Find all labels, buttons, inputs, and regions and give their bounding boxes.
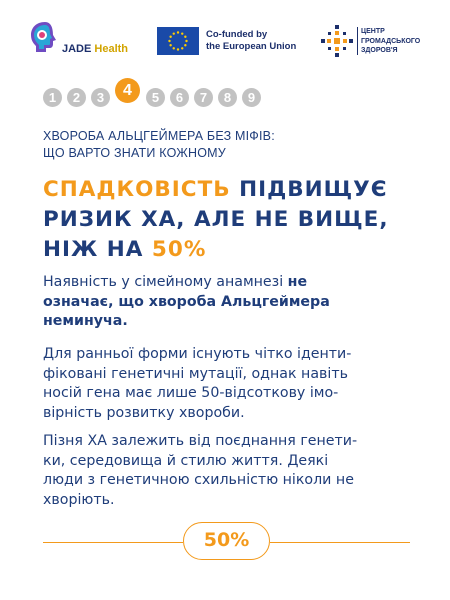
headline-line-3-prefix: НІЖ НА	[43, 237, 152, 262]
step-4-active: 4	[115, 78, 140, 103]
eu-star	[169, 36, 171, 38]
jade-logo-name: JADE	[62, 43, 92, 55]
paragraph-1-bold-line-2: означає, що хвороба Альцгеймера	[43, 293, 330, 310]
paragraph-1-bold-line-3: неминуча.	[43, 313, 128, 329]
eu-star	[181, 32, 183, 34]
headline-line-1-rest: ПІДВИЩУЄ	[230, 177, 388, 202]
paragraph-3	[43, 432, 415, 510]
eu-cofunded-logo	[157, 27, 297, 57]
phc-logo-line-3: ЗДОРОВ'Я	[361, 47, 398, 54]
eu-star	[181, 47, 183, 49]
phc-logo-line-2: ГРОМАДСЬКОГО	[361, 37, 421, 45]
eu-star	[185, 40, 187, 42]
jade-logo-suffix: Health	[94, 43, 129, 55]
jade-logo-text	[62, 43, 128, 55]
percent-badge: 50%	[183, 522, 270, 560]
paragraph-1-line-2	[43, 293, 415, 313]
series-title	[43, 128, 423, 162]
step-1: 1	[43, 88, 62, 107]
eu-star	[169, 44, 171, 46]
eu-star	[177, 31, 179, 33]
headline-percent: 50%	[151, 237, 207, 262]
headline-line-1	[43, 175, 433, 205]
eu-flag-icon	[157, 27, 199, 55]
headline-line-2: РИЗИК ХА, АЛЕ НЕ ВИЩЕ,	[43, 207, 389, 232]
step-5: 5	[146, 88, 165, 107]
paragraph-3-line-2: ки, середовища й стилю життя. Деякі	[43, 452, 329, 469]
paragraph-2-line-2: фіковані генетичні мутації, однак навіть	[43, 365, 348, 382]
series-title-line-2: ЩО ВАРТО ЗНАТИ КОЖНОМУ	[43, 146, 226, 160]
paragraph-1-bold-start: не	[287, 274, 308, 290]
headline-highlight-word: СПАДКОВІСТЬ	[43, 177, 231, 202]
paragraph-2-line-3: носій гена має лише 50-відсоткову імо-	[43, 385, 339, 401]
eu-star	[173, 32, 175, 34]
series-title-line-1: ХВОРОБА АЛЬЦГЕЙМЕРА БЕЗ МІФІВ:	[43, 129, 275, 143]
public-health-center-logo	[320, 24, 430, 60]
phc-logo-text	[361, 27, 420, 56]
step-2: 2	[67, 88, 86, 107]
jade-head-logo-icon	[28, 20, 62, 54]
eu-star	[168, 40, 170, 42]
eu-star	[177, 48, 179, 50]
paragraph-1-plain: Наявність у сімейному анамнезі	[43, 274, 288, 290]
eu-star	[184, 36, 186, 38]
phc-logo-line-1: ЦЕНТР	[361, 28, 385, 35]
jade-health-logo	[28, 20, 158, 60]
paragraph-3-line-4: хворіють.	[43, 491, 115, 508]
paragraph-1-line-3	[43, 312, 415, 332]
paragraph-2-line-1: Для ранньої форми існують чітко іденти-	[43, 346, 352, 362]
eu-star	[173, 47, 175, 49]
step-indicator	[43, 84, 283, 114]
paragraph-3-line-3: люди з генетичною схильністю ніколи не	[43, 472, 354, 488]
step-6: 6	[170, 88, 189, 107]
phc-divider	[357, 27, 358, 55]
eu-star	[184, 44, 186, 46]
phc-emblem-icon	[320, 24, 354, 58]
step-3: 3	[91, 88, 110, 107]
divider-left	[43, 542, 183, 543]
eu-logo-line-2: the European Union	[206, 41, 297, 52]
step-9: 9	[242, 88, 261, 107]
eu-logo-text	[206, 29, 296, 53]
divider-right	[270, 542, 410, 543]
paragraph-1	[43, 273, 415, 332]
paragraph-2-line-4: вірність розвитку хвороби.	[43, 404, 245, 421]
step-8: 8	[218, 88, 237, 107]
step-7: 7	[194, 88, 213, 107]
headline	[43, 175, 433, 265]
headline-line-3	[43, 235, 433, 265]
eu-logo-line-1: Co-funded by	[206, 29, 268, 40]
paragraph-2	[43, 345, 415, 423]
paragraph-1-line-1	[43, 273, 415, 293]
paragraph-3-line-1: Пізня ХА залежить від поєднання генети-	[43, 433, 358, 449]
